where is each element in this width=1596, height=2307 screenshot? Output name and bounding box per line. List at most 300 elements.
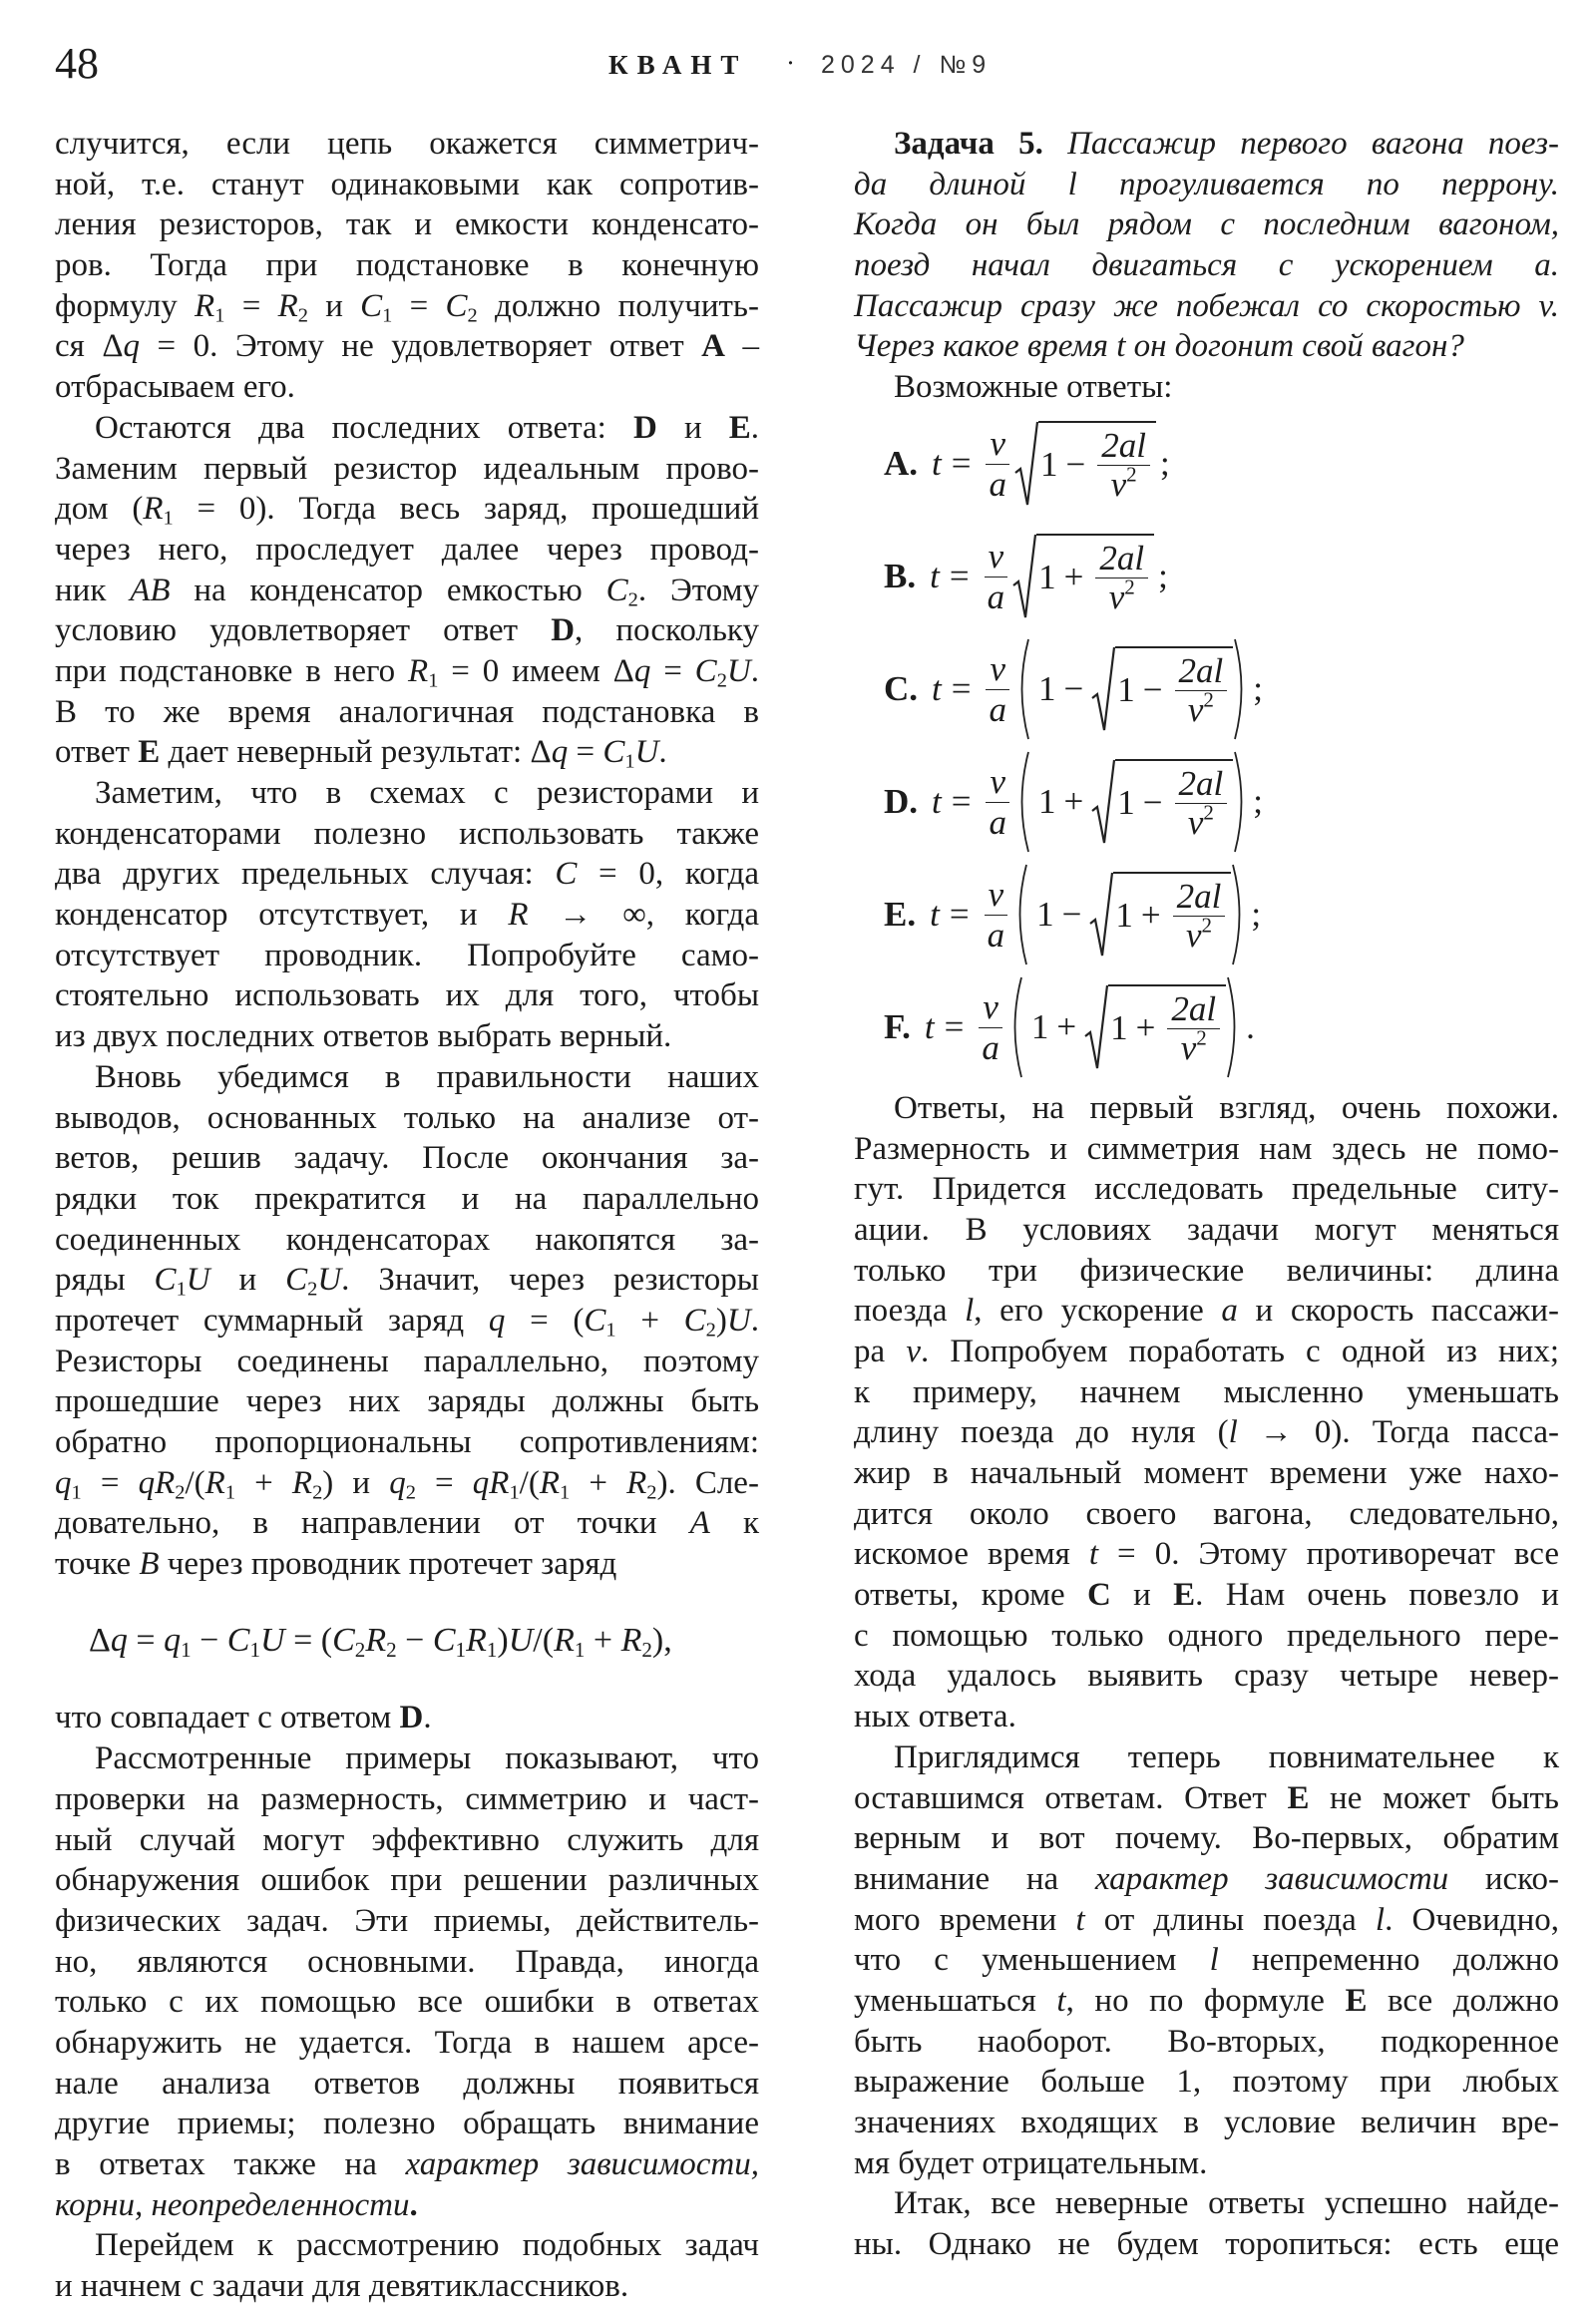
italic-text: C <box>683 1302 706 1339</box>
fraction-numerator: v <box>986 649 1009 690</box>
number-one: 1 <box>1038 669 1056 709</box>
text-run: случится, если цепь окажется симметрич- <box>55 126 759 162</box>
fraction <box>1173 878 1226 955</box>
equals-sign: = <box>944 1007 965 1047</box>
subscript: 2 <box>175 1481 186 1504</box>
equals-sign: = <box>951 669 972 709</box>
text-run: + <box>570 1464 627 1501</box>
fraction-denominator: a <box>987 915 1005 955</box>
italic-text: v <box>906 1333 921 1369</box>
variable-t: t <box>924 1007 935 1047</box>
text-line <box>55 1422 759 1463</box>
text-run: , его ускорение <box>974 1293 1222 1330</box>
text-run: стоятельно использовать их для того, чтобы <box>55 977 759 1014</box>
text-line <box>854 1981 1559 2022</box>
text-run: мого времени <box>854 1901 1076 1938</box>
italic-text: U <box>317 1262 342 1299</box>
text-run: условию удовлетворяет ответ <box>55 612 552 649</box>
text-run: довательно, в направлении от точки <box>55 1505 690 1542</box>
italic-text: Пассажир сразу же побежал со скоростью v. <box>854 287 1559 324</box>
text-line <box>55 1544 759 1585</box>
right-paren-icon <box>1233 750 1249 854</box>
text-run: и скорость пассажи- <box>1237 1293 1559 1330</box>
punctuation: . <box>1246 1007 1255 1047</box>
text-run: из двух последних ответов выбрать верный. <box>55 1018 672 1055</box>
text-line <box>854 1575 1559 1616</box>
journal-title: КВАНТ <box>608 50 748 80</box>
text-line <box>55 610 759 651</box>
text-run: только с их помощью все ошибки в ответах <box>55 1984 759 2021</box>
text-line <box>55 1260 759 1301</box>
italic-text: C <box>602 734 625 771</box>
text-run: Размерность и симметрия нам здесь не помо- <box>854 1130 1559 1167</box>
operator-sign: + <box>1056 1007 1077 1047</box>
text-run: . Этому <box>637 572 759 608</box>
text-run: = 0 имеем Δ <box>438 652 634 689</box>
answer-label: D. <box>884 782 919 822</box>
italic-text: l <box>1228 1414 1238 1451</box>
operator-sign: + <box>1135 1008 1156 1048</box>
text-run: отбрасываем его. <box>55 369 295 406</box>
text-run: В то же время аналогичная подстановка в <box>55 693 759 730</box>
paragraph <box>854 367 1559 408</box>
italic-text: U <box>508 1621 534 1659</box>
bold-text: C <box>1086 1577 1111 1614</box>
text-run: , поскольку <box>575 612 759 649</box>
text-line <box>854 1656 1559 1697</box>
text-line <box>854 1088 1559 1129</box>
text-run: = <box>392 287 446 324</box>
paragraph <box>854 1737 1559 2184</box>
text-run: = <box>127 1621 165 1659</box>
square-root <box>1014 421 1156 507</box>
subscript: 2 <box>354 1637 366 1662</box>
issue-number: 2024 / №9 <box>821 51 993 79</box>
answer-option <box>854 746 1559 859</box>
text-run: − <box>191 1621 227 1659</box>
text-run: ). Сле- <box>656 1464 759 1501</box>
text-line <box>854 2103 1559 2143</box>
italic-text: C <box>332 1621 355 1659</box>
subscript: 1 <box>163 507 174 530</box>
text-run: должно получить- <box>477 287 759 324</box>
variable-v: v <box>1185 915 1202 955</box>
italic-text: Пассажир первого вагона поез- <box>1067 126 1559 162</box>
subscript: 2 <box>716 669 727 692</box>
text-run: ветов, решив задачу. После окончания за- <box>55 1140 759 1177</box>
left-paren-icon <box>1014 637 1030 741</box>
italic-text: C <box>694 652 717 689</box>
bold-text: E <box>1345 1982 1368 2019</box>
text-run: обратно пропорциональны сопротивлениям: <box>55 1424 759 1460</box>
problem-statement <box>854 124 1559 408</box>
text-run: два других предельных случая: <box>55 856 556 893</box>
text-line <box>854 367 1559 408</box>
text-run: ряды <box>55 1262 155 1299</box>
text-run: конденсаторами полезно использовать также <box>55 815 759 852</box>
operator-sign: − <box>1063 669 1084 709</box>
italic-text: q <box>551 734 569 771</box>
text-run: иско- <box>1448 1860 1560 1897</box>
bold-text: Задача 5. <box>894 126 1043 162</box>
text-line <box>55 1901 759 1942</box>
italic-text: R <box>539 1464 560 1501</box>
text-run: ра <box>854 1333 907 1369</box>
text-run: − <box>396 1621 433 1659</box>
text-line <box>854 1940 1559 1981</box>
text-line <box>55 2185 759 2226</box>
answer-option <box>854 521 1559 633</box>
text-run: ных ответа. <box>854 1699 1016 1735</box>
number-one: 1 <box>1036 895 1054 935</box>
square-root <box>1012 534 1154 619</box>
square-root <box>1091 759 1233 845</box>
text-run: все должно <box>1367 1982 1559 2019</box>
equals-sign: = <box>949 557 970 596</box>
text-run: /( <box>185 1464 205 1501</box>
text-run: = ( <box>284 1621 333 1659</box>
italic-text: Когда он был рядом с последним вагоном, <box>854 206 1559 243</box>
subscript: 1 <box>509 1481 520 1504</box>
text-run: рядки ток прекратится и на параллельно <box>55 1180 759 1217</box>
answer-label: C. <box>884 669 919 709</box>
variable-v: v <box>1180 1027 1197 1067</box>
text-run: нале анализа ответов должны появиться <box>55 2065 759 2102</box>
exponent: 2 <box>1124 575 1135 599</box>
italic-text: C <box>154 1262 177 1299</box>
italic-text: q <box>123 328 141 365</box>
italic-text: U <box>726 652 751 689</box>
italic-text: корни, неопределенности <box>55 2186 410 2223</box>
fraction-numerator: 2al <box>1095 540 1148 578</box>
operator-sign: − <box>1065 445 1086 485</box>
radicand <box>1108 984 1226 1070</box>
fraction <box>1175 765 1228 842</box>
text-line <box>55 204 759 245</box>
text-line <box>854 1412 1559 1453</box>
text-run: ник <box>55 572 131 608</box>
left-column <box>55 124 759 2307</box>
answer-option <box>854 633 1559 746</box>
subscript: 1 <box>605 1319 616 1342</box>
answer-label: F. <box>884 1007 911 1047</box>
paragraph <box>55 1698 759 1738</box>
italic-text: C <box>226 1621 250 1659</box>
text-line <box>854 2062 1559 2103</box>
text-line <box>55 1982 759 2023</box>
subscript: 1 <box>224 1481 236 1504</box>
italic-text: q <box>389 1464 406 1501</box>
subscript: 2 <box>627 588 638 611</box>
radicand <box>1038 421 1156 507</box>
italic-text: C <box>285 1262 308 1299</box>
fraction-denominator: a <box>987 577 1005 616</box>
number-one: 1 <box>1038 782 1056 822</box>
text-line <box>55 814 759 855</box>
text-line <box>55 326 759 367</box>
bold-text: D <box>632 409 657 446</box>
text-line <box>854 1900 1559 1941</box>
text-line <box>55 2266 759 2307</box>
italic-text: B <box>139 1546 160 1583</box>
italic-text: U <box>726 1302 751 1339</box>
fraction <box>1095 540 1148 616</box>
text-run: оставшимся ответам. Ответ <box>854 1779 1288 1816</box>
equals-sign: = <box>951 444 972 484</box>
text-line <box>55 165 759 205</box>
fraction-denominator: a <box>989 802 1007 842</box>
text-line <box>55 1179 759 1220</box>
variable-v: v <box>1108 577 1125 616</box>
text-run: хода удалось выявить сразу четыре невер- <box>854 1658 1559 1695</box>
bold-text: E <box>1287 1779 1310 1816</box>
fraction-numerator: v <box>979 987 1002 1028</box>
radical-sign-icon <box>1012 534 1036 619</box>
text-line <box>854 1778 1559 1819</box>
text-line <box>55 124 759 165</box>
text-line <box>854 245 1559 286</box>
text-run: точке <box>55 1546 140 1583</box>
text-run: . Нам очень повезло и <box>1195 1577 1559 1614</box>
italic-text: A <box>689 1505 710 1542</box>
paragraph <box>55 773 759 1057</box>
text-line <box>854 1210 1559 1251</box>
text-line <box>55 1138 759 1179</box>
coefficient-fraction <box>986 424 1011 505</box>
operator-sign: + <box>1063 782 1084 822</box>
text-run: быть наоборот. Во-вторых, подкоренное <box>854 2023 1559 2060</box>
bold-text: . <box>409 2186 418 2223</box>
paragraph <box>55 408 759 773</box>
text-run: ответ <box>55 734 139 771</box>
italic-text: характер зависимости <box>1094 1860 1449 1897</box>
text-run: и <box>656 409 729 446</box>
radical-sign-icon <box>1089 872 1113 958</box>
page-number: 48 <box>55 39 99 88</box>
italic-text: U <box>186 1262 210 1299</box>
text-line <box>55 1220 759 1261</box>
italic-text: Через какое время t он догонит свой вагон? <box>854 328 1464 365</box>
text-line <box>55 245 759 286</box>
exponent: 2 <box>1196 1025 1207 1050</box>
paragraph <box>55 2225 759 2306</box>
italic-text: C <box>555 856 578 893</box>
text-run: ления резисторов, так и емкости конденсато- <box>55 206 759 243</box>
subscript: 1 <box>560 1481 571 1504</box>
variable-t: t <box>932 444 942 484</box>
punctuation: ; <box>1253 669 1263 709</box>
operator-sign: − <box>1142 670 1163 710</box>
text-line <box>55 692 759 733</box>
equals-sign: = <box>951 782 972 822</box>
italic-text: R <box>204 1464 225 1501</box>
text-run: . <box>423 1700 432 1736</box>
text-line <box>854 1129 1559 1170</box>
text-run: + <box>615 1302 684 1339</box>
text-run: другие приемы; полезно обращать внимание <box>55 2106 759 2142</box>
text-line <box>55 975 759 1016</box>
text-line <box>55 732 759 773</box>
text-line <box>55 1057 759 1098</box>
fraction-numerator: v <box>986 762 1009 803</box>
subscript: 2 <box>646 1481 657 1504</box>
text-line <box>854 1332 1559 1372</box>
subscript: 1 <box>382 304 393 327</box>
italic-text: R <box>466 1621 487 1659</box>
text-run: . <box>750 652 759 689</box>
text-run: обнаружения ошибок при решении различных <box>55 1862 759 1899</box>
text-run: ) <box>715 1302 727 1339</box>
text-run: проверки на размерность, симметрию и част- <box>55 1780 759 1817</box>
fraction-denominator <box>1177 1025 1211 1067</box>
square-root <box>1089 872 1231 958</box>
number-one: 1 <box>1030 1007 1049 1047</box>
text-run: не может быть <box>1309 1779 1559 1816</box>
equals-sign: = <box>949 895 970 935</box>
italic-text: C <box>360 287 383 324</box>
answer-label: B. <box>884 557 917 596</box>
text-run: Заменим первый резистор идеальным прово- <box>55 450 759 487</box>
italic-text: C <box>445 287 468 324</box>
punctuation: ; <box>1160 444 1170 484</box>
punctuation: ; <box>1253 782 1263 822</box>
text-run: в ответах также на <box>55 2146 406 2182</box>
subscript: 1 <box>624 751 635 774</box>
text-run: мя будет отрицательным. <box>854 2144 1208 2181</box>
italic-text: q <box>55 1464 72 1501</box>
text-run: верным и вот почему. Во-первых, обратим <box>854 1820 1559 1857</box>
radical-sign-icon <box>1091 759 1115 845</box>
subscript: 2 <box>405 1481 416 1504</box>
bold-text: A <box>701 328 726 365</box>
text-line <box>854 1291 1559 1332</box>
text-run: Резисторы соединены параллельно, поэтому <box>55 1343 759 1379</box>
text-line <box>854 204 1559 245</box>
variable-t: t <box>930 557 940 596</box>
italic-text: l <box>1209 1942 1219 1979</box>
fraction-numerator: 2al <box>1173 878 1226 917</box>
text-line <box>854 2224 1559 2265</box>
text-line <box>854 1453 1559 1494</box>
text-run: Остаются два последних ответа: <box>95 409 633 446</box>
text-run <box>1043 126 1067 162</box>
text-run: Δ <box>89 1621 111 1659</box>
subscript: 2 <box>641 1637 652 1662</box>
fraction-denominator: a <box>989 689 1007 729</box>
right-paren-icon <box>1231 863 1247 966</box>
text-run: конденсатор отсутствует, и <box>55 897 509 934</box>
text-run: Ответы, на первый взгляд, очень похожи. <box>894 1089 1559 1126</box>
bold-text: E <box>728 409 751 446</box>
subscript: 1 <box>574 1637 586 1662</box>
italic-text: R <box>554 1621 575 1659</box>
text-run: , но по формуле <box>1065 1982 1346 2019</box>
italic-text: t <box>1088 1536 1099 1573</box>
text-run: на конденсатор емкостью <box>170 572 606 608</box>
coefficient-fraction <box>986 649 1011 730</box>
text-run: = 0. Этому не удовлетворяет ответ <box>140 328 702 365</box>
text-run: = 0. Этому противоречат все <box>1098 1536 1559 1573</box>
radicand <box>1036 534 1154 619</box>
text-run: Возможные ответы: <box>894 369 1173 406</box>
subscript: 2 <box>312 1481 323 1504</box>
text-line <box>55 1621 759 1662</box>
subscript: 1 <box>71 1481 82 1504</box>
text-run: выводов, основанных только на анализе от- <box>55 1099 759 1136</box>
text-run: + <box>235 1464 292 1501</box>
text-line <box>55 773 759 814</box>
text-line <box>55 1942 759 1983</box>
text-run: . Очевидно, <box>1385 1901 1559 1938</box>
italic-text: R <box>143 491 164 528</box>
operator-sign: − <box>1061 895 1082 935</box>
text-run: → 0). Тогда пасса- <box>1237 1414 1560 1451</box>
text-run: формулу <box>55 287 196 324</box>
text-line <box>55 2104 759 2144</box>
coefficient-fraction <box>986 762 1011 843</box>
text-line <box>854 1251 1559 1292</box>
number-one: 1 <box>1115 896 1133 936</box>
text-line <box>55 2064 759 2105</box>
text-line <box>55 1738 759 1779</box>
text-line <box>854 2143 1559 2184</box>
text-run: /( <box>533 1621 555 1659</box>
coefficient-fraction <box>984 537 1009 617</box>
text-line <box>55 1342 759 1382</box>
fraction-numerator: 2al <box>1097 427 1150 466</box>
bold-text: D <box>551 612 576 649</box>
text-run: ся Δ <box>55 328 124 365</box>
fraction-denominator <box>1107 462 1141 504</box>
text-run: дится около своего вагона, следовательно, <box>854 1495 1559 1532</box>
number-one: 1 <box>1038 558 1056 597</box>
answer-option <box>854 971 1559 1084</box>
radicand <box>1113 872 1231 958</box>
fraction-numerator: 2al <box>1175 765 1228 804</box>
text-line <box>854 1372 1559 1413</box>
text-run: = <box>650 652 695 689</box>
text-run: → ∞, когда <box>528 897 759 934</box>
text-run: /( <box>519 1464 540 1501</box>
text-run: = <box>568 734 603 771</box>
text-run: = <box>81 1464 139 1501</box>
text-run: + <box>585 1621 621 1659</box>
square-root <box>1084 984 1226 1070</box>
italic-text: t <box>1056 1982 1066 2019</box>
italic-text: l <box>965 1293 975 1330</box>
paragraph <box>854 1088 1559 1737</box>
text-run: Вновь убедимся в правильности наших <box>95 1058 759 1095</box>
text-run: и <box>307 287 361 324</box>
text-line <box>55 1463 759 1504</box>
bold-text: D <box>399 1700 424 1736</box>
text-run: но, являются основными. Правда, иногда <box>55 1943 759 1980</box>
text-run: = <box>224 287 278 324</box>
text-run: значениях входящих в условие величин вре- <box>854 2105 1559 2140</box>
radicand <box>1115 646 1233 732</box>
fraction-numerator: v <box>986 424 1009 465</box>
variable-v: v <box>1187 802 1204 842</box>
text-line <box>55 449 759 490</box>
variable-v: v <box>1187 689 1204 729</box>
text-run: к примеру, начнем мысленно уменьшать <box>854 1373 1559 1410</box>
text-line <box>854 2183 1559 2224</box>
text-run: гут. Придется исследовать предельные ситу- <box>854 1171 1559 1208</box>
text-run: . <box>750 1302 759 1339</box>
left-paren-icon <box>1014 750 1030 854</box>
italic-text: C <box>432 1621 456 1659</box>
text-line <box>854 2022 1559 2063</box>
